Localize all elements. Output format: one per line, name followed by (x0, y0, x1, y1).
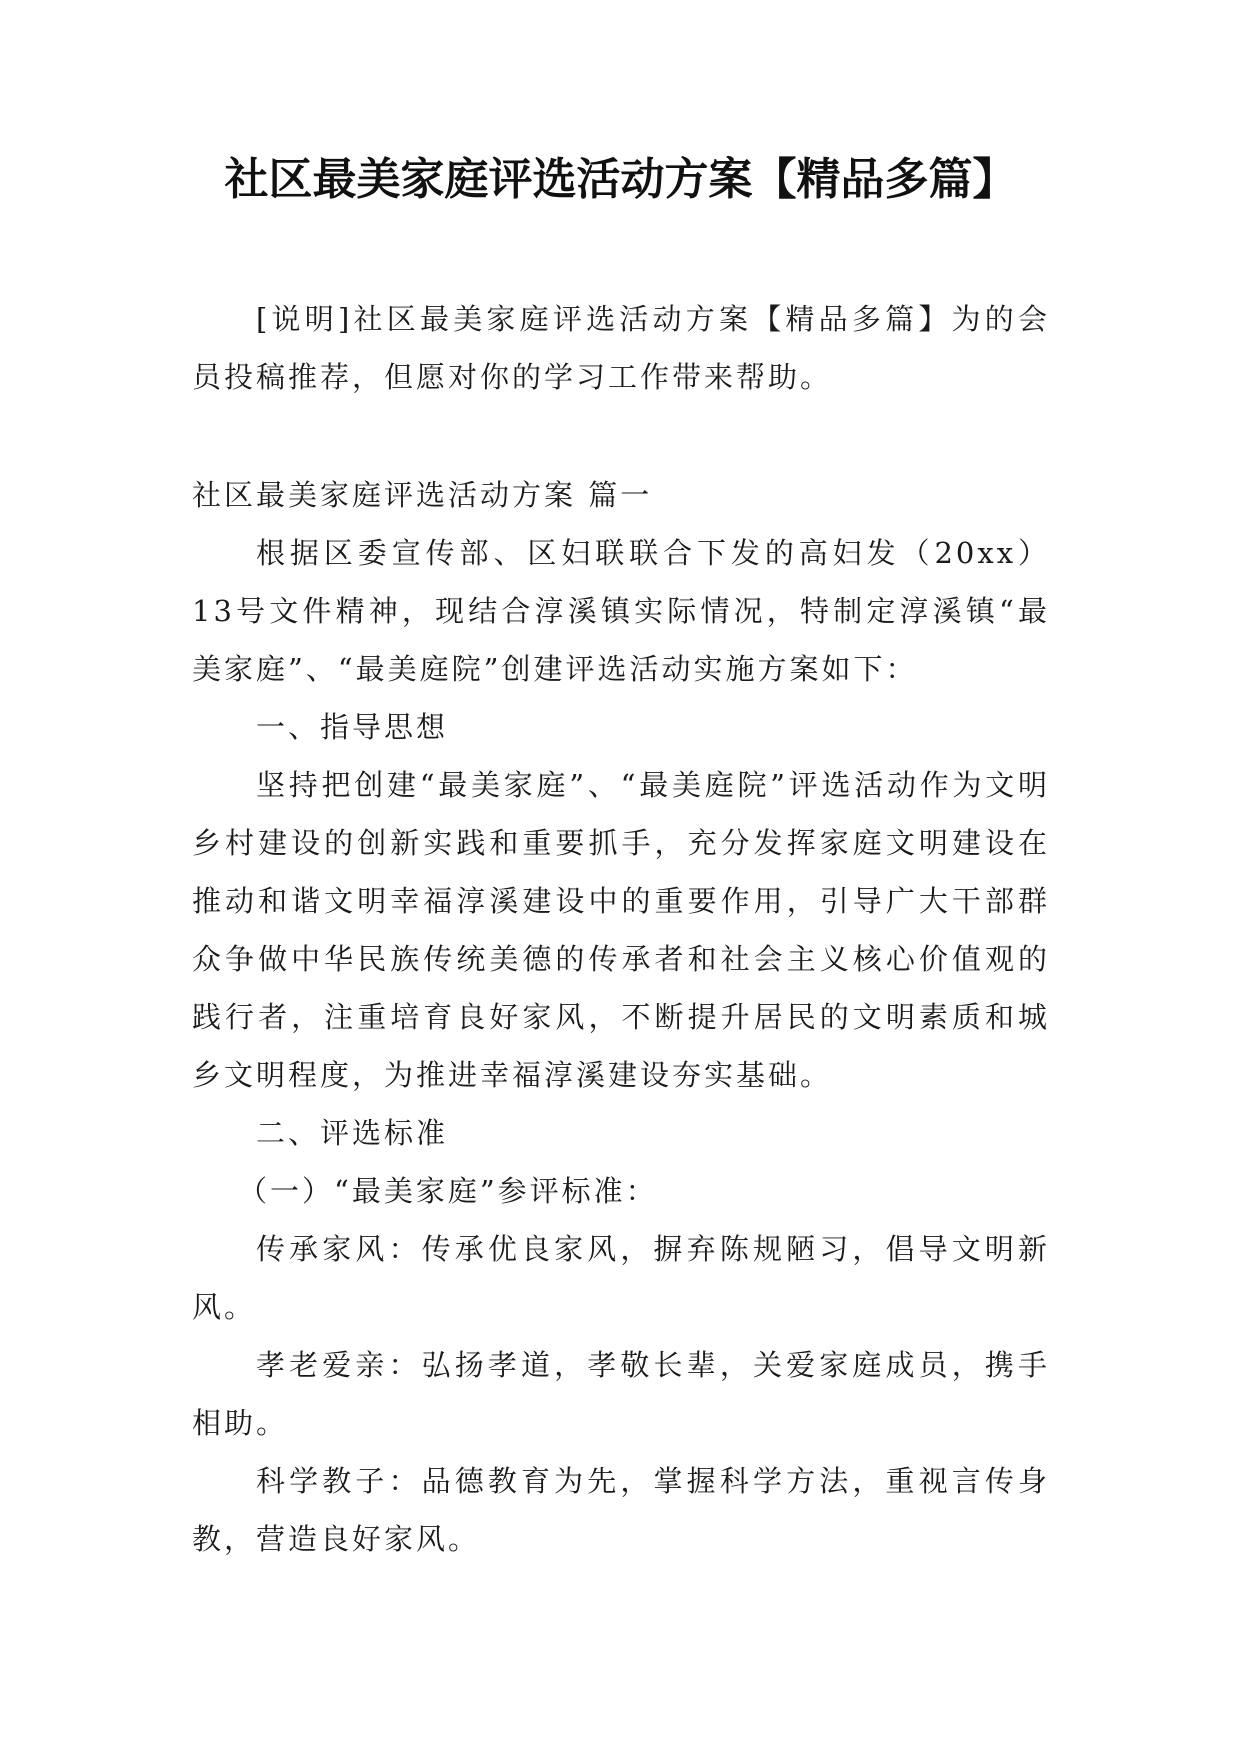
heading-selection-criteria: 二、评选标准 (256, 1116, 449, 1150)
section-heading: 社区最美家庭评选活动方案 篇一 (192, 478, 653, 512)
criterion-filial-piety: 孝老爱亲：弘扬孝道，孝敬长辈，关爱家庭成员，携手相助。 (192, 1348, 1050, 1440)
intro-block (192, 290, 1050, 406)
paragraph-guiding-ideology: 坚持把创建“最美家庭”、“最美庭院”评选活动作为文明乡村建设的创新实践和重要抓手，充分发挥家庭文明建设在推动和谐文明幸福淳溪建设中的重要作用，引导广大干部群众争做中华民族传统美德的传承者和社会主义核心价值观的践行者，注重培育良好家风，不断提升居民的文明素质和城乡文明程度，为推进幸福淳溪建设夯实基础。 (192, 768, 1050, 1092)
paragraph-basis: 根据区委宣传部、区妇联联合下发的高妇发（20xx）13号文件精神，现结合淳溪镇实际情况，特制定淳溪镇“最美家庭”、“最美庭院”创建评选活动实施方案如下： (192, 536, 1050, 686)
intro-paragraph: [说明]社区最美家庭评选活动方案【精品多篇】为的会员投稿推荐，但愿对你的学习工作带来帮助。 (192, 302, 1050, 394)
document-title: 社区最美家庭评选活动方案【精品多篇】 (224, 154, 1017, 205)
main-content (192, 466, 1050, 1568)
criterion-family-tradition: 传承家风：传承优良家风，摒弃陈规陋习，倡导文明新风。 (192, 1232, 1050, 1324)
heading-guiding-ideology: 一、指导思想 (256, 710, 449, 744)
criterion-scientific-parenting: 科学教子：品德教育为先，掌握科学方法，重视言传身教，营造良好家风。 (192, 1464, 1050, 1556)
subheading-family-criteria: （一）“最美家庭”参评标准： (238, 1174, 658, 1208)
